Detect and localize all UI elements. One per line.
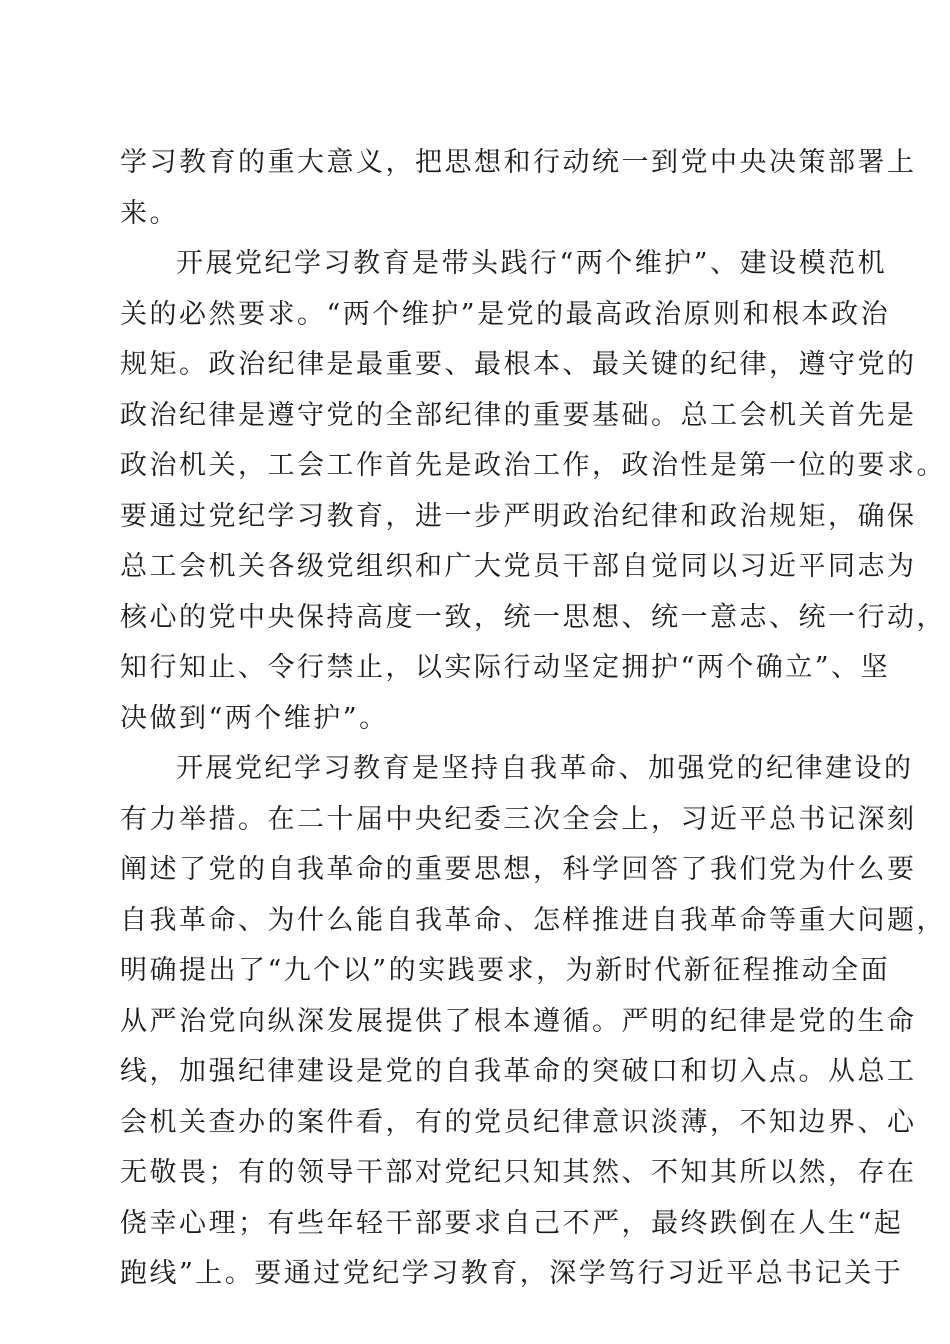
paragraph (120, 138, 917, 239)
text-line: 自我革命、为什么能自我革命、怎样推进自我革命等重大问题， (120, 904, 946, 936)
text-line: 侥幸心理；有些年轻干部要求自己不严，最终跌倒在人生“起 (120, 1207, 904, 1239)
text-line: 规矩。政治纪律是最重要、最根本、最关键的纪律，遵守党的 (120, 349, 917, 380)
text-line: 知行知止、令行禁止，以实际行动坚定拥护“两个确立”、坚 (120, 652, 891, 683)
text-line: 来。 (120, 197, 179, 229)
text-line: 决做到“两个维护”。 (120, 702, 389, 734)
paragraph (120, 239, 946, 744)
text-line: 跑线”上。要通过党纪学习教育，深学笃行习近平总书记关于 (120, 1258, 904, 1289)
text-line: 核心的党中央保持高度一致，统一思想、统一意志、统一行动， (120, 601, 946, 633)
text-line: 要通过党纪学习教育，进一步严明政治纪律和政治规矩，确保 (120, 500, 917, 532)
text-line: 线，加强纪律建设是党的自我革命的突破口和切入点。从总工 (120, 1056, 917, 1087)
text-line: 总工会机关各级党组织和广大党员干部自觉同以习近平同志为 (120, 551, 917, 582)
text-line: 会机关查办的案件看，有的党员纪律意识淡薄，不知边界、心 (120, 1106, 917, 1138)
text-line: 关的必然要求。“两个维护”是党的最高政治原则和根本政治 (120, 298, 891, 330)
text-line: 政治机关，工会工作首先是政治工作，政治性是第一位的要求。 (120, 450, 946, 481)
text-line: 开展党纪学习教育是带头践行“两个维护”、建设模范机 (176, 248, 888, 279)
text-line: 学习教育的重大意义，把思想和行动统一到党中央决策部署上 (120, 147, 917, 178)
text-line: 政治纪律是遵守党的全部纪律的重要基础。总工会机关首先是 (120, 399, 917, 431)
document-body (120, 138, 946, 1300)
text-line: 无敬畏；有的领导干部对党纪只知其然、不知其所以然，存在 (120, 1157, 917, 1188)
text-line: 阐述了党的自我革命的重要思想，科学回答了我们党为什么要 (120, 854, 917, 885)
text-line: 有力举措。在二十届中央纪委三次全会上，习近平总书记深刻 (120, 803, 917, 835)
text-line: 开展党纪学习教育是坚持自我革命、加强党的纪律建设的 (176, 753, 914, 784)
text-line: 明确提出了“九个以”的实践要求，为新时代新征程推动全面 (120, 955, 891, 986)
text-line: 从严治党向纵深发展提供了根本遵循。严明的纪律是党的生命 (120, 1005, 917, 1037)
paragraph (120, 744, 946, 1300)
